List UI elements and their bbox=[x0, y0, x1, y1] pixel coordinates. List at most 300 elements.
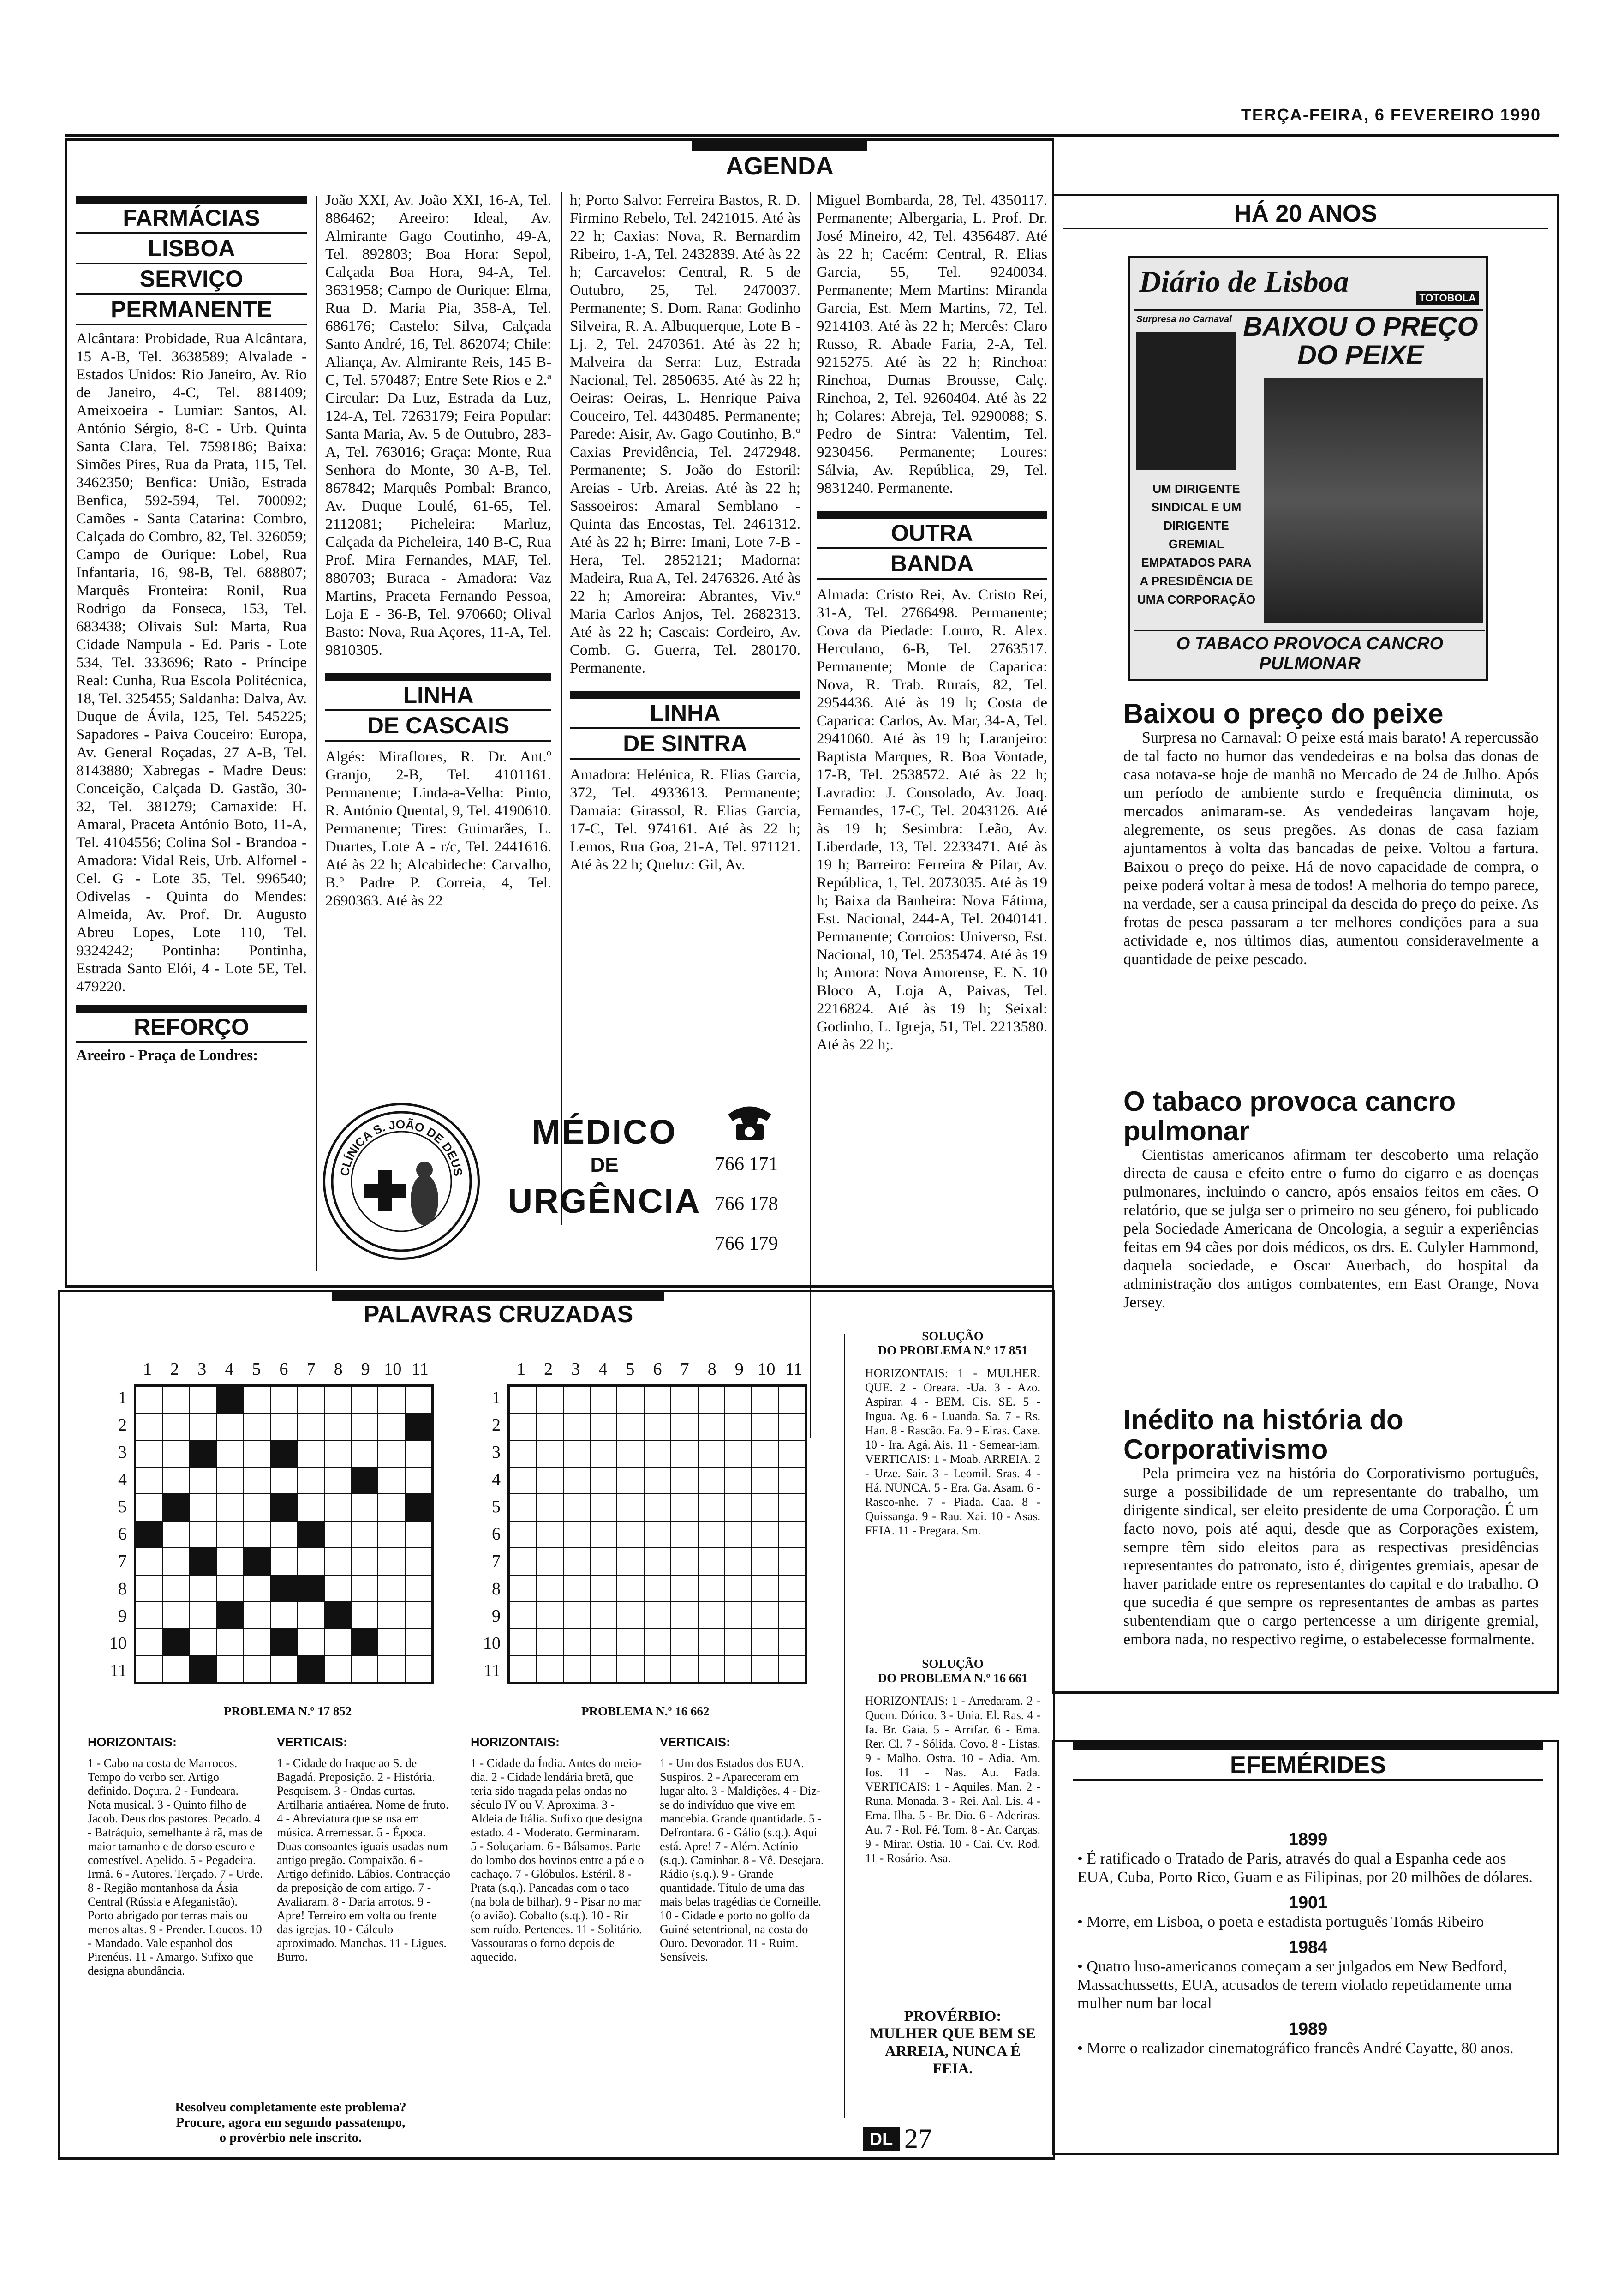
crossword-cell[interactable] bbox=[590, 1629, 617, 1655]
cascais-text: Algés: Miraflores, R. Dr. Ant.º Granjo, 2-B, Tel. 4101161. Permanente; Linda-a-Velha: Pinto, R. António Quental, 9, Tel. 4190610. Permanente; Tires: Guimarães, L. Duartes, Lote A - r/c, Tel. 2441616. Até às 22 h; Alcabideche: Carvalho, B.º Padre P. Correia, 4, Tel. 2690363. Até às 22 bbox=[325, 749, 551, 909]
crossword-cell[interactable] bbox=[725, 1386, 752, 1413]
crossword-cell[interactable] bbox=[563, 1575, 590, 1602]
crossword-cell[interactable] bbox=[136, 1413, 162, 1440]
footer-line: o provérbio nele inscrito. bbox=[219, 2130, 362, 2145]
crossword-cell[interactable] bbox=[590, 1440, 617, 1467]
column-number: 3 bbox=[571, 1360, 580, 1379]
crossword-cell[interactable] bbox=[671, 1656, 698, 1683]
crossword-cell[interactable] bbox=[590, 1521, 617, 1548]
clues-heading: HORIZONTAIS: bbox=[471, 1735, 560, 1749]
crossword-cell[interactable] bbox=[644, 1386, 671, 1413]
crossword-cell[interactable] bbox=[324, 1575, 351, 1602]
crossword-cell[interactable] bbox=[270, 1413, 297, 1440]
crossword-cell[interactable] bbox=[297, 1386, 324, 1413]
crossword-cell[interactable] bbox=[509, 1386, 536, 1413]
crossword-cell[interactable] bbox=[243, 1629, 270, 1655]
crossword-cell[interactable] bbox=[644, 1494, 671, 1521]
agenda-col2-text: João XXI, Av. João XXI, 16-A, Tel. 886462; Areeiro: Ideal, Av. Almirante Gago Coutinho, 49-A, Tel. 892803; Boa Hora: Sepol, Calçada Boa Hora, 94-A, Tel. 3631958; Campo de Ourique: Elma, Rua D. Maria Pia, 358-A, Tel. 686176; Castelo: Silva, Calçada Santo André, 16, Tel. 862074; Chile: Aliança, Av. Almirante Reis, 145 B-C, Tel. 570487; Entre Sete Rios e 2.ª Circular: Da Luz, Estrada da Luz, 124-A, Tel. 7263179; Feira Popular: Santa Maria, Av. 5 de Outubro, 283-A, Tel. 763016; Graça: Monte, Rua Senhora do Monte, 30 A-B, Tel. 867842; Marquês Pombal: Branco, Av. Duque Loulé, 61-65, Tel. 2112081; Picheleira: Marluz, Calçada da Picheleira, 140 B-C, Rua Prof. Mira Fernandes, MAF, Tel. 880703; Buraca - Amadora: Vaz Martins, Praceta Fernando Pessoa, Loja E - 36-B, Tel. 970660; Olival Basto: Nova, Rua Açores, 11-A, Tel. 9810305. bbox=[325, 192, 551, 659]
crossword-cell[interactable] bbox=[378, 1440, 405, 1467]
column-number: 5 bbox=[626, 1360, 635, 1379]
crossword-cell[interactable] bbox=[378, 1413, 405, 1440]
crossword-cell[interactable] bbox=[509, 1548, 536, 1575]
crossword-title-bar bbox=[332, 1292, 664, 1301]
crossword-cell[interactable] bbox=[216, 1413, 243, 1440]
lisboa-heading: LISBOA bbox=[76, 234, 307, 264]
crossword-cell[interactable] bbox=[590, 1413, 617, 1440]
crossword-cell[interactable] bbox=[297, 1629, 324, 1655]
crossword-cell[interactable] bbox=[509, 1467, 536, 1494]
crossword-cell[interactable] bbox=[324, 1656, 351, 1683]
crossword-cell[interactable] bbox=[270, 1386, 297, 1413]
clues-heading: VERTICAIS: bbox=[277, 1735, 348, 1749]
crossword-cell[interactable] bbox=[190, 1413, 216, 1440]
crossword-black-cell bbox=[190, 1656, 216, 1683]
clues-text: 1 - Cidade do Iraque ao S. de Bagadá. Preposição. 2 - História. Pesquisem. 3 - Ondas curtas. Artilharia antiaérea. Nome de fruto. 4 - Abreviatura que se usa em música. Arremessar. 5 - Época. Duas consoantes iguais usadas num antigo pregão. Compaixão. 6 - Artigo definido. Lábios. Contracção da preposição de com artigo. 7 - Avaliaram. 8 - Daria arrotos. 9 - Apre! Terreiro em volta ou frente das igrejas. 10 - Cálculo aproximado. Manchas. 11 - Ligues. Burro. bbox=[277, 1756, 451, 1964]
crossword-cell[interactable] bbox=[324, 1467, 351, 1494]
agenda-column-2 bbox=[325, 192, 551, 910]
clinica-seal-icon bbox=[323, 1103, 480, 1260]
crossword-cell[interactable] bbox=[378, 1602, 405, 1629]
phone-number: 766 179 bbox=[715, 1233, 778, 1254]
crossword-cell[interactable] bbox=[590, 1467, 617, 1494]
crossword-cell[interactable] bbox=[509, 1440, 536, 1467]
crossword-cell[interactable] bbox=[752, 1440, 778, 1467]
crossword-cell[interactable] bbox=[509, 1629, 536, 1655]
crossword-cell[interactable] bbox=[617, 1467, 644, 1494]
efemeride-text: • É ratificado o Tratado de Paris, através do qual a Espanha cede aos EUA, Cuba, Porto Rico, Guam e as Filipinas, por 20 milhões de dólares. bbox=[1077, 1850, 1533, 1886]
crossword-cell[interactable] bbox=[752, 1467, 778, 1494]
crossword-cell[interactable] bbox=[752, 1548, 778, 1575]
column-number: 11 bbox=[785, 1360, 802, 1379]
crossword-cell[interactable] bbox=[563, 1440, 590, 1467]
crossword-cell[interactable] bbox=[698, 1656, 725, 1683]
crossword-cell[interactable] bbox=[779, 1413, 806, 1440]
crossword-cell[interactable] bbox=[378, 1494, 405, 1521]
crossword-black-cell bbox=[162, 1629, 189, 1655]
crossword-title: PALAVRAS CRUZADAS bbox=[363, 1301, 633, 1328]
crossword-cell[interactable] bbox=[136, 1440, 162, 1467]
crossword-cell[interactable] bbox=[351, 1494, 378, 1521]
crossword-cell[interactable] bbox=[405, 1548, 432, 1575]
crossword-cell[interactable] bbox=[216, 1494, 243, 1521]
crossword-cell[interactable] bbox=[779, 1575, 806, 1602]
column-number: 1 bbox=[143, 1360, 152, 1379]
crossword-cell[interactable] bbox=[725, 1602, 752, 1629]
crossword-cell[interactable] bbox=[216, 1656, 243, 1683]
crossword-cell[interactable] bbox=[324, 1548, 351, 1575]
crossword-cell[interactable] bbox=[698, 1548, 725, 1575]
crossword-cell[interactable] bbox=[216, 1440, 243, 1467]
crossword-cell[interactable] bbox=[698, 1494, 725, 1521]
crossword-cell[interactable] bbox=[405, 1521, 432, 1548]
sintra-text: Amadora: Helénica, R. Elias Garcia, 372, Tel. 4933613. Permanente; Damaia: Girassol, R. Elias Garcia, 17-C, Tel. 974161. Até às 22 h; Lemos, Rua Goa, 21-A, Tel. 971121. Até às 22 h; Queluz: Gil, Av. bbox=[570, 767, 800, 873]
crossword-cell[interactable] bbox=[378, 1629, 405, 1655]
crossword-cell[interactable] bbox=[644, 1629, 671, 1655]
crossword-cell[interactable] bbox=[671, 1548, 698, 1575]
efemerides-title: EFEMÉRIDES bbox=[1073, 1751, 1543, 1781]
crossword-black-cell bbox=[216, 1386, 243, 1413]
crossword-cell[interactable] bbox=[644, 1413, 671, 1440]
crossword-cell[interactable] bbox=[590, 1575, 617, 1602]
crossword-black-cell bbox=[270, 1440, 297, 1467]
crossword-cell[interactable] bbox=[671, 1386, 698, 1413]
crossword-cell[interactable] bbox=[779, 1494, 806, 1521]
crossword-cell[interactable] bbox=[698, 1629, 725, 1655]
article-body: Cientistas americanos afirmam ter descoberto uma relação directa de causa e efeito entre o fumo do cigarro e as doenças pulmonares, incluindo o cancro, após ensaios feitos em cães. O relatório, que se julga ser o primeiro no seu género, foi publicado pela Sociedade Americana de Oncologia, a seguir a experiências feitas em 94 cães por dois médicos, os drs. E. Culyler Hammond, daquela sociedade, e Oscar Auerbach, do hospital da administração dos antigos combatentes, em East Orange, Nova Jersey. bbox=[1123, 1146, 1539, 1311]
crossword-cell[interactable] bbox=[617, 1602, 644, 1629]
phone-number: 766 171 bbox=[715, 1154, 778, 1175]
crossword-cell[interactable] bbox=[590, 1494, 617, 1521]
crossword-cell[interactable] bbox=[536, 1386, 563, 1413]
crossword-cell[interactable] bbox=[671, 1602, 698, 1629]
crossword-cell[interactable] bbox=[536, 1521, 563, 1548]
clues-text: 1 - Cabo na costa de Marrocos. Tempo do verbo ser. Artigo definido. Doçura. 2 - Fundeara. Nota musical. 3 - Quinto filho de Jacob. Deus dos pastores. Pecado. 4 - Batráquio, semelhante à rã, mas de maior tamanho e de dorso escuro e comestível. Apelido. 5 - Pegadeira. Irmã. 6 - Autores. Terçado. 7 - Urde. 8 - Região montanhosa da Ásia Central (Rússia e Afeganistão). Porto abrigado por terras mais ou menos altas. 9 - Prender. Loucos. 10 - Mandado. Vale espanhol dos Pirenéus. 11 - Amargo. Sufixo que designa abundância. bbox=[88, 1756, 263, 1977]
outra-banda-heading-2: BANDA bbox=[817, 549, 1047, 580]
crossword-cell[interactable] bbox=[162, 1602, 189, 1629]
clipping-totobola: TOTOBOLA bbox=[1416, 291, 1479, 305]
crossword-cell[interactable] bbox=[590, 1386, 617, 1413]
problem-2-verticais bbox=[660, 1735, 826, 1964]
crossword-cell[interactable] bbox=[297, 1467, 324, 1494]
crossword-cell[interactable] bbox=[698, 1521, 725, 1548]
crossword-cell[interactable] bbox=[563, 1521, 590, 1548]
crossword-cell[interactable] bbox=[216, 1467, 243, 1494]
crossword-cell[interactable] bbox=[725, 1521, 752, 1548]
crossword-cell[interactable] bbox=[405, 1656, 432, 1683]
crossword-cell[interactable] bbox=[563, 1467, 590, 1494]
crossword-cell[interactable] bbox=[644, 1656, 671, 1683]
crossword-cell[interactable] bbox=[725, 1548, 752, 1575]
crossword-cell[interactable] bbox=[563, 1548, 590, 1575]
crossword-cell[interactable] bbox=[779, 1656, 806, 1683]
crossword-cell[interactable] bbox=[270, 1467, 297, 1494]
crossword-cell[interactable] bbox=[536, 1656, 563, 1683]
crossword-cell[interactable] bbox=[752, 1494, 778, 1521]
crossword-cell[interactable] bbox=[671, 1413, 698, 1440]
crossword-cell[interactable] bbox=[270, 1521, 297, 1548]
crossword-cell[interactable] bbox=[725, 1413, 752, 1440]
crossword-cell[interactable] bbox=[725, 1440, 752, 1467]
crossword-cell[interactable] bbox=[752, 1386, 778, 1413]
crossword-cell[interactable] bbox=[324, 1386, 351, 1413]
crossword-cell[interactable] bbox=[725, 1629, 752, 1655]
crossword-cell[interactable] bbox=[617, 1386, 644, 1413]
crossword-cell[interactable] bbox=[136, 1386, 162, 1413]
crossword-cell[interactable] bbox=[509, 1656, 536, 1683]
crossword-grid-1[interactable] bbox=[134, 1384, 434, 1684]
crossword-cell[interactable] bbox=[136, 1548, 162, 1575]
crossword-cell[interactable] bbox=[563, 1386, 590, 1413]
problem-1-horizontais bbox=[88, 1735, 263, 1978]
row-number: 1 bbox=[118, 1388, 127, 1408]
row-number: 8 bbox=[118, 1579, 127, 1599]
crossword-cell[interactable] bbox=[752, 1575, 778, 1602]
efemerides-bar bbox=[1073, 1742, 1543, 1750]
crossword-cell[interactable] bbox=[617, 1413, 644, 1440]
crossword-grid-2[interactable] bbox=[508, 1384, 807, 1684]
crossword-cell[interactable] bbox=[725, 1467, 752, 1494]
crossword-cell[interactable] bbox=[405, 1386, 432, 1413]
agenda-col3-text: h; Porto Salvo: Ferreira Bastos, R. D. Firmino Rebelo, Tel. 2421015. Até às 22 h; Caxias: Nova, R. Bernardim Ribeiro, 1-A, Tel. 2432839. Até às 22 h; Carcavelos: Central, R. 5 de Outubro, 25, Tel. 2470037. Permanente; S. Dom. Rana: Godinho Silveira, R. A. Albuquerque, Lote B - Lj. 2, Tel. 2470361. Até às 22 h; Malveira da Serra: Luz, Estrada Nacional, Tel. 2850635. Até às 22 h; Oeiras: Oeiras, L. Henrique Paiva Couceiro, Tel. 4430485. Permanente; Parede: Aisir, Av. Gago Coutinho, B.º Caxias Previdência, Tel. 2472948. Permanente; S. João do Estoril: Areias - Urb. Areias. Até às 22 h; Sassoeiros: Amaral Semblano - Quinta das Encostas, Tel. 2461312. Até às 22 h; Birre: Imani, Lote 7-B - Hera, Tel. 2852121; Madorna: Madeira, Rua A, Tel. 2476326. Até às 22 h; Amoreira: Abrantes, Viv.º Maria Carlos Anjos, Tel. 2682313. Até às 22 h; Cascais: Cordeiro, Av. Comb. G. Guerra, Tel. 280170. Permanente. bbox=[570, 192, 800, 677]
clipping-photo-left bbox=[1136, 332, 1236, 470]
crossword-cell[interactable] bbox=[351, 1386, 378, 1413]
phone-number: 766 178 bbox=[715, 1193, 778, 1215]
crossword-cell[interactable] bbox=[563, 1629, 590, 1655]
linha-sintra-heading-1: LINHA bbox=[570, 691, 800, 729]
crossword-cell[interactable] bbox=[644, 1467, 671, 1494]
crossword-cell[interactable] bbox=[243, 1521, 270, 1548]
crossword-cell[interactable] bbox=[671, 1629, 698, 1655]
column-number: 6 bbox=[653, 1360, 662, 1379]
crossword-black-cell bbox=[190, 1548, 216, 1575]
crossword-cell[interactable] bbox=[536, 1602, 563, 1629]
crossword-cell[interactable] bbox=[590, 1602, 617, 1629]
crossword-cell[interactable] bbox=[190, 1386, 216, 1413]
row-number: 6 bbox=[492, 1524, 501, 1544]
medico-title-2: DE bbox=[590, 1154, 619, 1176]
medico-urgencia-ad bbox=[323, 1094, 812, 1274]
seal-text: CLÍNICA S. JOÃO DE DEUS bbox=[337, 1117, 466, 1177]
crossword-cell[interactable] bbox=[671, 1575, 698, 1602]
crossword-cell[interactable] bbox=[644, 1521, 671, 1548]
crossword-cell[interactable] bbox=[752, 1413, 778, 1440]
crossword-cell[interactable] bbox=[617, 1575, 644, 1602]
crossword-cell[interactable] bbox=[136, 1467, 162, 1494]
agenda-col4-text: Miguel Bombarda, 28, Tel. 4350117. Permanente; Albergaria, L. Prof. Dr. José Mineiro, 42, Tel. 4356487. Até às 22 h; Cacém: Central, R. Elias Garcia, 55, Tel. 9240034. Permanente; Mem Martins: Miranda Garcia, Est. Mem Martins, 72, Tel. 9214103. Até às 22 h; Mercês: Claro Russo, R. Abade Faria, 2-A, Tel. 9215275. Até às 22 h; Rinchoa: Rinchoa, Dumas Brousse, Calç. Rinchoa, 2, Tel. 9260404. Até às 22 h; Colares: Abreja, Tel. 9290088; S. Pedro de Sintra: Valentim, Tel. 9230456. Permanente; Loures: Sálvia, Av. República, 29, Tel. 9831240. Permanente. bbox=[817, 192, 1047, 497]
crossword-cell[interactable] bbox=[351, 1521, 378, 1548]
crossword-cell[interactable] bbox=[297, 1602, 324, 1629]
crossword-cell[interactable] bbox=[162, 1386, 189, 1413]
crossword-cell[interactable] bbox=[644, 1575, 671, 1602]
crossword-cell[interactable] bbox=[324, 1494, 351, 1521]
solution-title: DO PROBLEMA N.º 16 661 bbox=[878, 1671, 1028, 1685]
crossword-cell[interactable] bbox=[509, 1575, 536, 1602]
crossword-cell[interactable] bbox=[644, 1602, 671, 1629]
agenda-column-3 bbox=[570, 192, 800, 874]
ha-20-anos-title: HÁ 20 ANOS bbox=[1063, 200, 1548, 229]
crossword-cell[interactable] bbox=[617, 1656, 644, 1683]
crossword-cell[interactable] bbox=[563, 1494, 590, 1521]
crossword-cell[interactable] bbox=[405, 1629, 432, 1655]
crossword-cell[interactable] bbox=[190, 1521, 216, 1548]
crossword-cell[interactable] bbox=[297, 1548, 324, 1575]
crossword-cell[interactable] bbox=[378, 1521, 405, 1548]
crossword-cell[interactable] bbox=[190, 1602, 216, 1629]
crossword-cell[interactable] bbox=[351, 1413, 378, 1440]
crossword-black-cell bbox=[216, 1602, 243, 1629]
crossword-cell[interactable] bbox=[752, 1629, 778, 1655]
crossword-cell[interactable] bbox=[779, 1386, 806, 1413]
crossword-cell[interactable] bbox=[698, 1602, 725, 1629]
article-headline: Baixou o preço do peixe bbox=[1123, 698, 1444, 729]
crossword-cell[interactable] bbox=[351, 1575, 378, 1602]
crossword-cell[interactable] bbox=[190, 1575, 216, 1602]
crossword-cell[interactable] bbox=[752, 1521, 778, 1548]
crossword-black-cell bbox=[190, 1440, 216, 1467]
crossword-black-cell bbox=[405, 1494, 432, 1521]
crossword-cell[interactable] bbox=[536, 1575, 563, 1602]
crossword-cell[interactable] bbox=[698, 1386, 725, 1413]
crossword-cell[interactable] bbox=[536, 1629, 563, 1655]
crossword-cell[interactable] bbox=[243, 1602, 270, 1629]
crossword-cell[interactable] bbox=[297, 1494, 324, 1521]
crossword-cell[interactable] bbox=[617, 1629, 644, 1655]
crossword-cell[interactable] bbox=[297, 1440, 324, 1467]
crossword-cell[interactable] bbox=[216, 1521, 243, 1548]
crossword-black-cell bbox=[297, 1575, 324, 1602]
crossword-cell[interactable] bbox=[671, 1467, 698, 1494]
crossword-cell[interactable] bbox=[644, 1548, 671, 1575]
medico-title-3: URGÊNCIA bbox=[508, 1182, 701, 1220]
efemeride-year: 1901 bbox=[1288, 1893, 1328, 1912]
crossword-cell[interactable] bbox=[324, 1440, 351, 1467]
crossword-cell[interactable] bbox=[590, 1548, 617, 1575]
crossword-cell[interactable] bbox=[162, 1656, 189, 1683]
crossword-cell[interactable] bbox=[563, 1656, 590, 1683]
crossword-cell[interactable] bbox=[324, 1629, 351, 1655]
crossword-cell[interactable] bbox=[509, 1413, 536, 1440]
crossword-cell[interactable] bbox=[270, 1602, 297, 1629]
crossword-cell[interactable] bbox=[752, 1602, 778, 1629]
crossword-cell[interactable] bbox=[644, 1440, 671, 1467]
crossword-cell[interactable] bbox=[162, 1521, 189, 1548]
clipping-bottom-headline: O TABACO PROVOCA CANCRO PULMONAR bbox=[1134, 630, 1485, 674]
crossword-cell[interactable] bbox=[779, 1521, 806, 1548]
crossword-cell[interactable] bbox=[162, 1575, 189, 1602]
crossword-cell[interactable] bbox=[779, 1602, 806, 1629]
crossword-cell[interactable] bbox=[351, 1602, 378, 1629]
problem-1-verticais bbox=[277, 1735, 452, 1964]
problem-2-horizontais bbox=[471, 1735, 646, 1964]
crossword-cell[interactable] bbox=[617, 1440, 644, 1467]
crossword-black-cell bbox=[297, 1656, 324, 1683]
crossword-cell[interactable] bbox=[405, 1467, 432, 1494]
farmacias-heading: FARMÁCIAS bbox=[76, 196, 307, 234]
crossword-cell[interactable] bbox=[405, 1575, 432, 1602]
crossword-cell[interactable] bbox=[190, 1629, 216, 1655]
efemeride-year: 1984 bbox=[1288, 1938, 1328, 1957]
crossword-cell[interactable] bbox=[536, 1548, 563, 1575]
crossword-cell[interactable] bbox=[378, 1575, 405, 1602]
crossword-cell[interactable] bbox=[536, 1494, 563, 1521]
crossword-cell[interactable] bbox=[243, 1494, 270, 1521]
row-number: 6 bbox=[118, 1524, 127, 1544]
crossword-cell[interactable] bbox=[324, 1413, 351, 1440]
crossword-cell[interactable] bbox=[671, 1440, 698, 1467]
agenda-title: AGENDA bbox=[725, 152, 834, 180]
crossword-cell[interactable] bbox=[136, 1494, 162, 1521]
crossword-cell[interactable] bbox=[243, 1413, 270, 1440]
crossword-cell[interactable] bbox=[216, 1629, 243, 1655]
crossword-cell[interactable] bbox=[351, 1440, 378, 1467]
crossword-cell[interactable] bbox=[270, 1656, 297, 1683]
crossword-cell[interactable] bbox=[190, 1494, 216, 1521]
crossword-cell[interactable] bbox=[136, 1602, 162, 1629]
crossword-cell[interactable] bbox=[351, 1548, 378, 1575]
article-headline: O tabaco provoca cancro pulmonar bbox=[1123, 1086, 1456, 1146]
crossword-cell[interactable] bbox=[243, 1440, 270, 1467]
row-number: 10 bbox=[109, 1633, 127, 1653]
crossword-cell[interactable] bbox=[378, 1467, 405, 1494]
crossword-cell[interactable] bbox=[136, 1656, 162, 1683]
crossword-cell[interactable] bbox=[779, 1548, 806, 1575]
crossword-cell[interactable] bbox=[351, 1656, 378, 1683]
crossword-cell[interactable] bbox=[617, 1494, 644, 1521]
crossword-cell[interactable] bbox=[243, 1386, 270, 1413]
crossword-cell[interactable] bbox=[405, 1602, 432, 1629]
crossword-cell[interactable] bbox=[378, 1656, 405, 1683]
crossword-cell[interactable] bbox=[324, 1521, 351, 1548]
crossword-cell[interactable] bbox=[270, 1548, 297, 1575]
crossword-cell[interactable] bbox=[243, 1467, 270, 1494]
crossword-cell[interactable] bbox=[136, 1629, 162, 1655]
crossword-cell[interactable] bbox=[509, 1602, 536, 1629]
crossword-cell[interactable] bbox=[190, 1467, 216, 1494]
crossword-cell[interactable] bbox=[216, 1575, 243, 1602]
crossword-cell[interactable] bbox=[698, 1440, 725, 1467]
article-headline: Inédito na história do Corporativismo bbox=[1123, 1404, 1403, 1465]
crossword-cell[interactable] bbox=[378, 1386, 405, 1413]
crossword-cell[interactable] bbox=[509, 1494, 536, 1521]
row-number: 5 bbox=[118, 1497, 127, 1517]
crossword-cell[interactable] bbox=[698, 1413, 725, 1440]
crossword-cell[interactable] bbox=[671, 1521, 698, 1548]
crossword-cell[interactable] bbox=[779, 1467, 806, 1494]
article-body: Surpresa no Carnaval: O peixe está mais barato! A repercussão de tal facto no humor das vendedeiras e na bolsa das donas de casa notava-se hoje de manhã no Mercado de 24 de Julho. Após um período de ambiente surdo e frequência diminuta, os mercados animaram-se. As vendedeiras lançavam hoje, alegremente, os seus pregões. As donas de casa faziam ajuntamentos à volta das bancadas de peixe. Voltou a fartura. Baixou o preço do peixe. Há de novo capacidade de compra, o peixe poderá voltar à mesa de todos! A melhoria do tempo parece, na verdade, ser a causa principal da descida do preço do peixe. As frotas de pesca passaram a ter melhores condições para a sua actividade e, nos últimos dias, aumentou consideravelmente a quantidade de peixe pescado. bbox=[1123, 729, 1539, 968]
crossword-cell[interactable] bbox=[243, 1575, 270, 1602]
crossword-black-cell bbox=[270, 1494, 297, 1521]
crossword-cell[interactable] bbox=[671, 1494, 698, 1521]
crossword-cell[interactable] bbox=[162, 1467, 189, 1494]
crossword-cell[interactable] bbox=[698, 1575, 725, 1602]
crossword-cell[interactable] bbox=[617, 1521, 644, 1548]
crossword-cell[interactable] bbox=[725, 1656, 752, 1683]
crossword-cell[interactable] bbox=[617, 1548, 644, 1575]
row-number: 7 bbox=[118, 1552, 127, 1571]
crossword-cell[interactable] bbox=[162, 1413, 189, 1440]
crossword-cell[interactable] bbox=[536, 1413, 563, 1440]
crossword-cell[interactable] bbox=[779, 1440, 806, 1467]
crossword-cell[interactable] bbox=[536, 1440, 563, 1467]
crossword-black-cell bbox=[243, 1548, 270, 1575]
crossword-cell[interactable] bbox=[563, 1602, 590, 1629]
crossword-cell[interactable] bbox=[378, 1548, 405, 1575]
crossword-cell[interactable] bbox=[243, 1656, 270, 1683]
clues-text: 1 - Um dos Estados dos EUA. Suspiros. 2 - Apareceram em lugar alto. 3 - Maldições. 4 - Diz-se do indivíduo que vive em mancebia. Grande quantidade. 5 - Defrontara. 6 - Gálio (s.q.). Aqui está. Apre! 7 - Além. Actínio (s.q.). Caminhar. 8 - Vê. Desejara. Rádio (s.q.). 9 - Grande quantidade. Título de uma das mais belas tragédias de Corneille. 10 - Cidade e porto no golfo da Guiné setentrional, na costa do Ouro. Devorador. 11 - Ruim. Sensíveis. bbox=[660, 1756, 824, 1964]
crossword-cell[interactable] bbox=[725, 1575, 752, 1602]
crossword-cell[interactable] bbox=[136, 1575, 162, 1602]
crossword-cell[interactable] bbox=[752, 1656, 778, 1683]
column-number: 5 bbox=[252, 1360, 261, 1379]
crossword-cell[interactable] bbox=[216, 1548, 243, 1575]
crossword-cell[interactable] bbox=[162, 1440, 189, 1467]
grid-1-column-numbers bbox=[134, 1359, 434, 1379]
crossword-cell[interactable] bbox=[779, 1629, 806, 1655]
telephone-icon bbox=[724, 1101, 775, 1142]
crossword-cell[interactable] bbox=[725, 1494, 752, 1521]
crossword-cell[interactable] bbox=[297, 1413, 324, 1440]
crossword-cell[interactable] bbox=[509, 1521, 536, 1548]
column-number: 1 bbox=[517, 1360, 526, 1379]
crossword-cell[interactable] bbox=[162, 1548, 189, 1575]
ha20-article bbox=[1123, 1405, 1539, 1649]
crossword-cell[interactable] bbox=[536, 1467, 563, 1494]
crossword-cell[interactable] bbox=[590, 1656, 617, 1683]
row-number: 8 bbox=[492, 1579, 501, 1599]
crossword-cell[interactable] bbox=[405, 1440, 432, 1467]
crossword-cell[interactable] bbox=[698, 1467, 725, 1494]
crossword-cell[interactable] bbox=[563, 1413, 590, 1440]
